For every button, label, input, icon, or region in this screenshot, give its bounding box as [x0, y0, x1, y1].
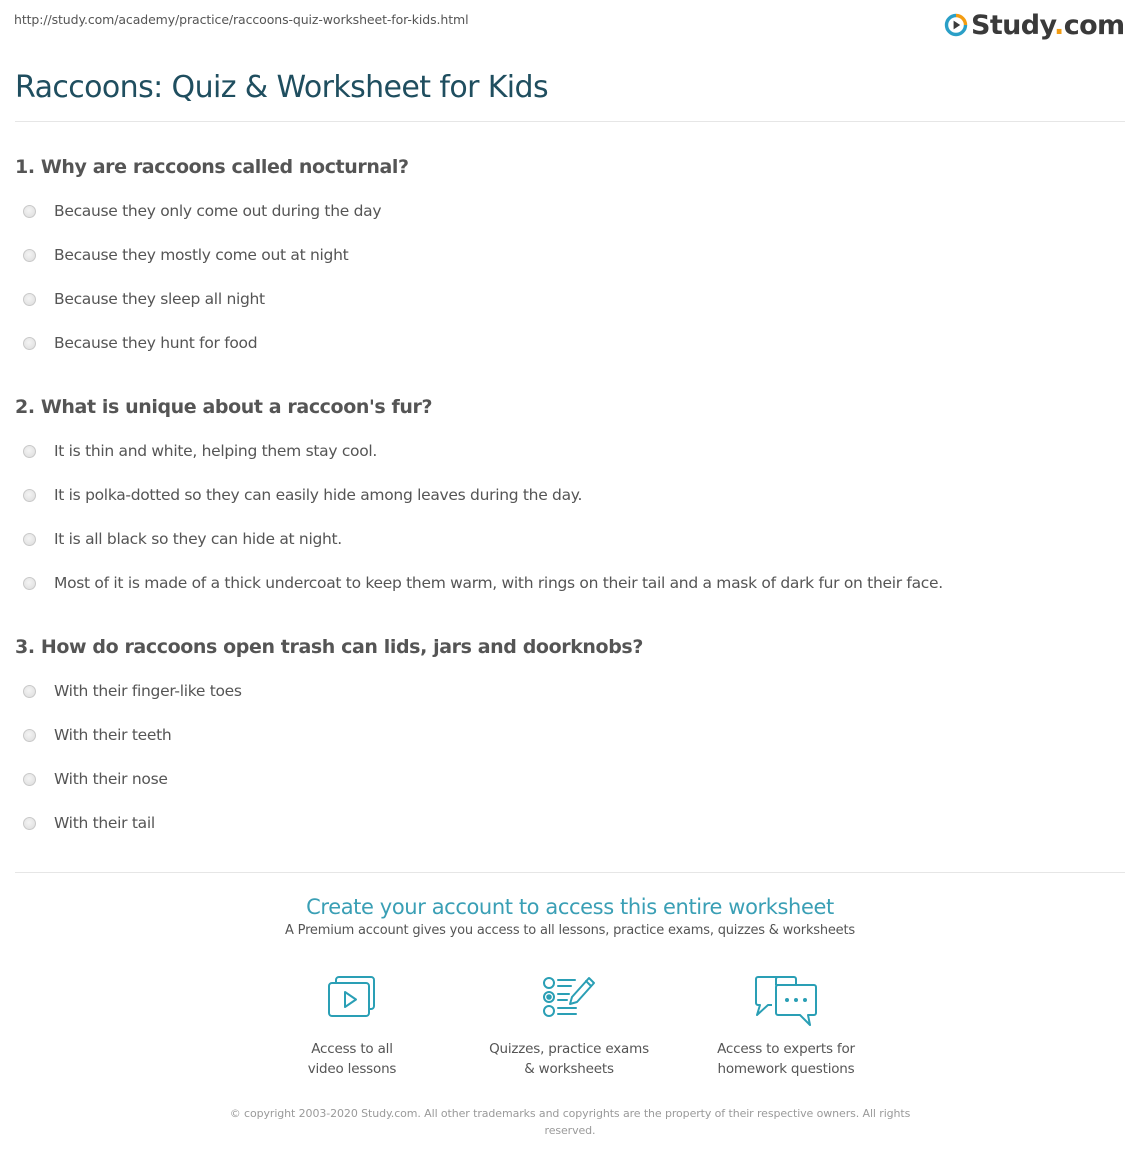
question-heading: 3. How do raccoons open trash can lids, jars and doorknobs? — [15, 636, 643, 658]
choice-label: It is polka-dotted so they can easily hide among leaves during the day. — [54, 486, 583, 504]
chat-bubbles-icon — [754, 975, 818, 1027]
logo-text: Study.com — [971, 9, 1125, 41]
choice-label: Because they only come out during the day — [54, 202, 382, 220]
choice-label: Most of it is made of a thick undercoat to keep them warm, with rings on their tail and a mask of dark fur on their face. — [54, 574, 943, 592]
choice-label: It is thin and white, helping them stay cool. — [54, 442, 378, 460]
radio-button[interactable] — [23, 533, 36, 546]
cta-subtitle: A Premium account gives you access to all lessons, practice exams, quizzes & worksheets — [285, 923, 855, 938]
page-url: http://study.com/academy/practice/raccoons-quiz-worksheet-for-kids.html — [14, 12, 469, 27]
choice-label: With their nose — [54, 770, 168, 788]
radio-button[interactable] — [23, 293, 36, 306]
radio-button[interactable] — [23, 337, 36, 350]
choice-label: Because they mostly come out at night — [54, 246, 349, 264]
answer-choice[interactable] — [15, 233, 1125, 277]
feature-experts — [686, 975, 886, 1079]
feature-label: Access to experts for homework questions — [717, 1041, 855, 1077]
cta-title-link[interactable]: Create your account to access this entire worksheet — [306, 895, 834, 919]
feature-quizzes — [469, 975, 669, 1079]
answer-choice[interactable] — [15, 801, 1125, 845]
choice-label: It is all black so they can hide at night. — [54, 530, 342, 548]
answer-choice[interactable] — [15, 713, 1125, 757]
answer-choice[interactable] — [15, 561, 1125, 605]
answer-choice[interactable] — [15, 429, 1125, 473]
video-lessons-icon — [326, 975, 378, 1019]
study-com-logo[interactable] — [944, 9, 1125, 41]
page-title: Raccoons: Quiz & Worksheet for Kids — [15, 70, 549, 105]
answer-choice[interactable] — [15, 473, 1125, 517]
feature-label: Quizzes, practice exams & worksheets — [489, 1041, 649, 1077]
radio-button[interactable] — [23, 685, 36, 698]
divider — [15, 121, 1125, 122]
play-circle-icon — [944, 13, 968, 37]
feature-video-lessons — [252, 975, 452, 1079]
signup-cta — [0, 895, 1140, 938]
radio-button[interactable] — [23, 249, 36, 262]
answer-choice[interactable] — [15, 321, 1125, 365]
question-2 — [15, 395, 1125, 605]
copyright-notice: © copyright 2003-2020 Study.com. All other trademarks and copyrights are the property of their respective owners. All rights reserved. — [229, 1107, 911, 1137]
radio-button[interactable] — [23, 729, 36, 742]
answer-choice[interactable] — [15, 757, 1125, 801]
radio-button[interactable] — [23, 445, 36, 458]
radio-button[interactable] — [23, 577, 36, 590]
choice-label: With their tail — [54, 814, 155, 832]
question-heading: 2. What is unique about a raccoon's fur? — [15, 396, 433, 418]
radio-button[interactable] — [23, 489, 36, 502]
question-3 — [15, 635, 1125, 845]
radio-button[interactable] — [23, 817, 36, 830]
choice-label: Because they hunt for food — [54, 334, 258, 352]
answer-choice[interactable] — [15, 517, 1125, 561]
answer-choice[interactable] — [15, 669, 1125, 713]
choice-label: Because they sleep all night — [54, 290, 265, 308]
answer-choice[interactable] — [15, 277, 1125, 321]
question-heading: 1. Why are raccoons called nocturnal? — [15, 156, 409, 178]
choice-label: With their teeth — [54, 726, 172, 744]
answer-choice[interactable] — [15, 189, 1125, 233]
quiz-checklist-icon — [541, 975, 597, 1019]
question-1 — [15, 155, 1125, 365]
feature-label: Access to all video lessons — [307, 1041, 397, 1077]
choice-label: With their finger-like toes — [54, 682, 242, 700]
divider — [15, 872, 1125, 873]
radio-button[interactable] — [23, 773, 36, 786]
radio-button[interactable] — [23, 205, 36, 218]
